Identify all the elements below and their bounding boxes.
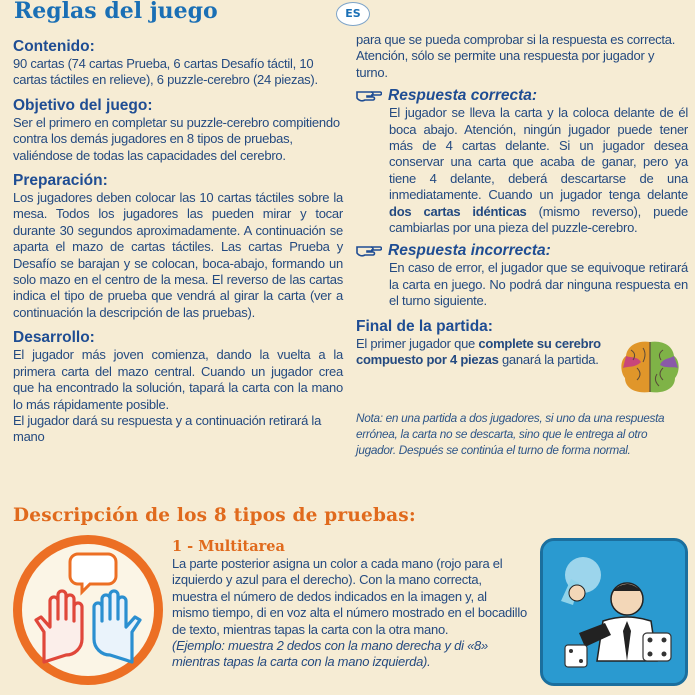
final-text-bold: complete su cerebro compuesto por 4 piezas [356, 335, 601, 368]
final-text-a: El primer jugador que [356, 335, 479, 351]
correcta-text-a: El jugador se lleva la carta y la coloca delante de él boca abajo. Atención, ningún jugador puede tener más de 4 cartas delante. Si un jugador desea conservar una carta que acaba de ganar, pero ya tiene 4 delante, deberá descartarse de una inmediatamente. Cuando un jugador tenga delante [389, 105, 688, 203]
desarrollo-heading: Desarrollo: [13, 329, 95, 347]
contenido-text: 90 cartas (74 cartas Prueba, 6 cartas Desafío táctil, 10 cartas táctiles en relieve), 6 puzzle-cerebro (24 piezas). [13, 56, 318, 88]
incorrecta-heading-row [356, 242, 688, 260]
objetivo-section [13, 97, 343, 164]
right-column [356, 32, 688, 469]
left-column [13, 38, 343, 454]
correcta-text-b: (mismo reverso), puede cambiarlas por una pieza del puzzle-cerebro. [389, 203, 688, 236]
nota-text: Nota: en una partida a dos jugadores, si uno da una respuesta errónea, la carta no se descarta, sino que le entrega al otro jugador. Después se continúa el turno de forma normal. [356, 410, 665, 457]
hands-icon [13, 535, 163, 685]
contenido-section [13, 38, 343, 89]
multitarea-title: 1 - Multitarea [172, 538, 285, 555]
language-badge: ES [336, 2, 370, 26]
final-text-b: ganará la partida. [498, 352, 599, 368]
correcta-text [356, 105, 688, 236]
page-title: Reglas del juego [14, 0, 218, 24]
correcta-heading: Respuesta correcta: [388, 87, 538, 105]
pointing-hand-icon [356, 88, 382, 105]
brain-icon [617, 338, 683, 398]
desarrollo-continuation: para que se pueda comprobar si la respuesta es correcta. Atención, sólo se permite una respuesta por jugador y turno. [356, 32, 676, 80]
desarrollo-section [13, 329, 343, 445]
descripcion-heading: Descripción de los 8 tipos de pruebas: [13, 505, 416, 526]
final-row [356, 336, 688, 398]
preparacion-heading: Preparación: [13, 172, 108, 190]
incorrecta-heading: Respuesta incorrecta: [388, 242, 551, 260]
contenido-heading: Contenido: [13, 38, 95, 55]
desarrollo-text-2: El jugador dará su respuesta y a continuación retirará la mano [13, 412, 322, 445]
multitarea-block [172, 538, 527, 671]
multitarea-text: La parte posterior asigna un color a cada mano (rojo para el izquierdo y azul para el derecho). Con la mano correcta, muestra el número de dedos indicados en la imagen y, al mismo tiempo, di en voz alta el número mostrado en el bocadillo de texto, mientras tapas la carta con la otra mano. [172, 556, 527, 637]
incorrecta-text: En caso de error, el jugador que se equivoque retirará la carta en juego. No podrá dar ninguna respuesta en el turno siguiente. [389, 260, 688, 309]
objetivo-heading: Objetivo del juego: [13, 96, 153, 114]
desarrollo-text: El jugador más joven comienza, dando la vuelta a la primera carta del mazo central. Cuando un jugador crea que ha encontrado la solución, tapará la carta con la mano lo más rápidamente posible. [13, 347, 343, 412]
pointing-hand-icon [356, 243, 382, 260]
final-text [356, 336, 611, 398]
preparacion-section [13, 172, 343, 321]
final-section [356, 318, 688, 398]
objetivo-text: Ser el primero en completar su puzzle-cerebro compitiendo contra los demás jugadores en 8 tipos de pruebas, valiéndose de todas las capacidades del cerebro. [13, 114, 340, 163]
correcta-heading-row [356, 87, 688, 105]
preparacion-text: Los jugadores deben colocar las 10 cartas táctiles sobre la mesa. Todos los jugadores las pueden mirar y tocar durante 30 segundos aproximadamente. A continuación se aparta el mazo de cartas táctiles. Las cartas Prueba y Desafío se barajan y se colocan, boca-abajo, formando un solo mazo en el centro de la mesa. El reverso de las cartas indica el tipo de prueba que vendrá al girar la carta (ver a continuación la descripción de las pruebas). [13, 190, 343, 320]
correcta-text-bold: dos cartas idénticas [389, 203, 527, 219]
card-illustration [540, 538, 688, 686]
final-heading: Final de la partida: [356, 317, 493, 335]
multitarea-example: (Ejemplo: muestra 2 dedos con la mano derecha y di «8» mientras tapas la carta con la mano izquierda). [172, 638, 489, 670]
